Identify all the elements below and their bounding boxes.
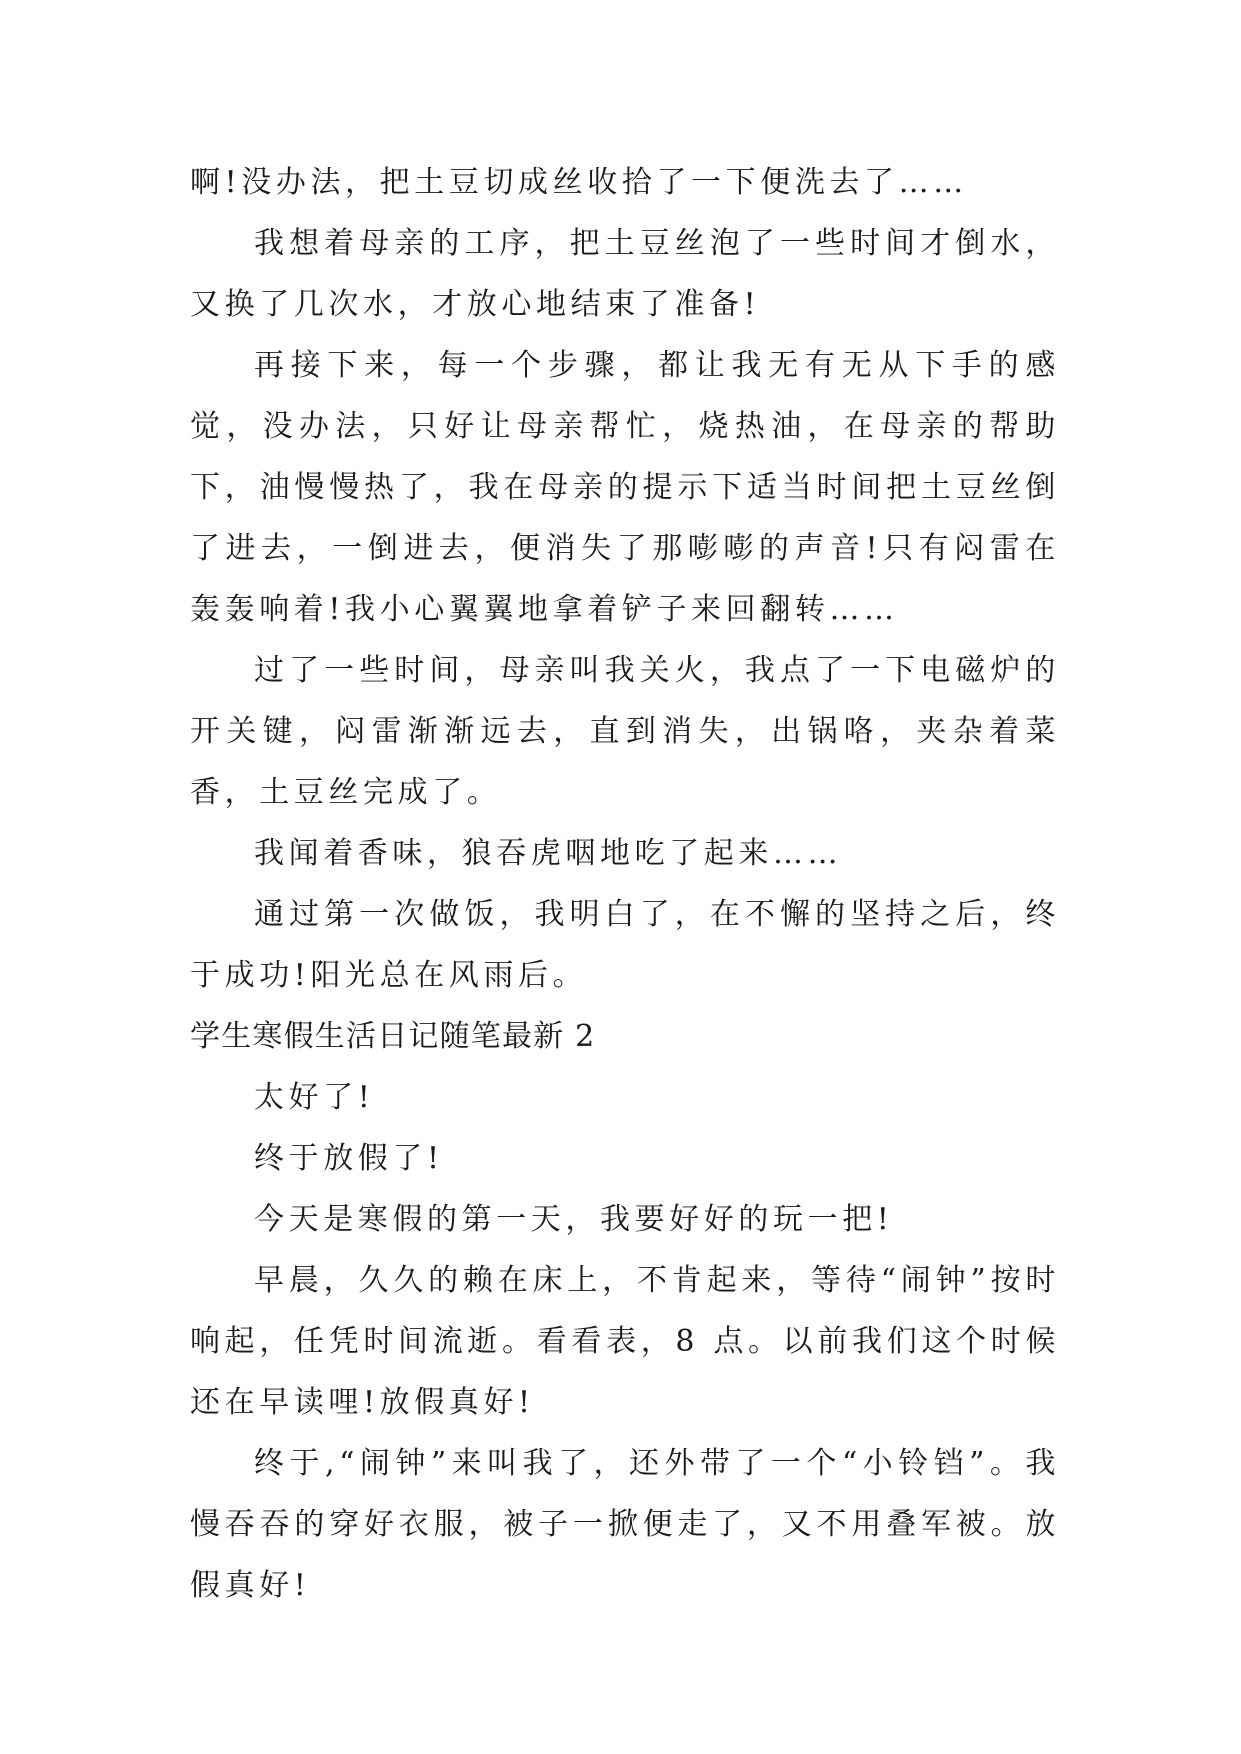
document-body <box>190 152 1060 1616</box>
paragraph: 再接下来，每一个步骤，都让我无有无从下手的感觉，没办法，只好让母亲帮忙，烧热油，在母亲的帮助下，油慢慢热了，我在母亲的提示下适当时间把土豆丝倒了进去，一倒进去，便消失了那嘭嘭的声音!只有闷雷在轰轰响着!我小心翼翼地拿着铲子来回翻转…… <box>190 348 1060 627</box>
paragraph: 今天是寒假的第一天，我要好好的玩一把! <box>254 1202 894 1237</box>
paragraph: 终于放假了! <box>254 1141 444 1176</box>
paragraph: 啊!没办法，把土豆切成丝收拾了一下便洗去了…… <box>190 165 968 200</box>
paragraph: 我闻着香味，狼吞虎咽地吃了起来…… <box>254 836 843 871</box>
paragraph: 我想着母亲的工序，把土豆丝泡了一些时间才倒水，又换了几次水，才放心地结束了准备! <box>190 226 1060 322</box>
paragraph: 过了一些时间，母亲叫我关火，我点了一下电磁炉的开关键，闷雷渐渐远去，直到消失，出锅咯，夹杂着菜香，土豆丝完成了。 <box>190 653 1060 810</box>
paragraph: 通过第一次做饭，我明白了，在不懈的坚持之后，终于成功!阳光总在风雨后。 <box>190 897 1060 993</box>
paragraph: 早晨，久久的赖在床上，不肯起来，等待“闹钟”按时响起，任凭时间流逝。看看表，8 点。以前我们这个时候还在早读哩!放假真好! <box>190 1263 1060 1420</box>
paragraph: 终于,“闹钟”来叫我了，还外带了一个“小铃铛”。我慢吞吞的穿好衣服，被子一掀便走了，又不用叠军被。放假真好! <box>190 1446 1060 1603</box>
paragraph: 太好了! <box>254 1080 375 1115</box>
section-title: 学生寒假生活日记随笔最新 2 <box>190 1019 596 1054</box>
